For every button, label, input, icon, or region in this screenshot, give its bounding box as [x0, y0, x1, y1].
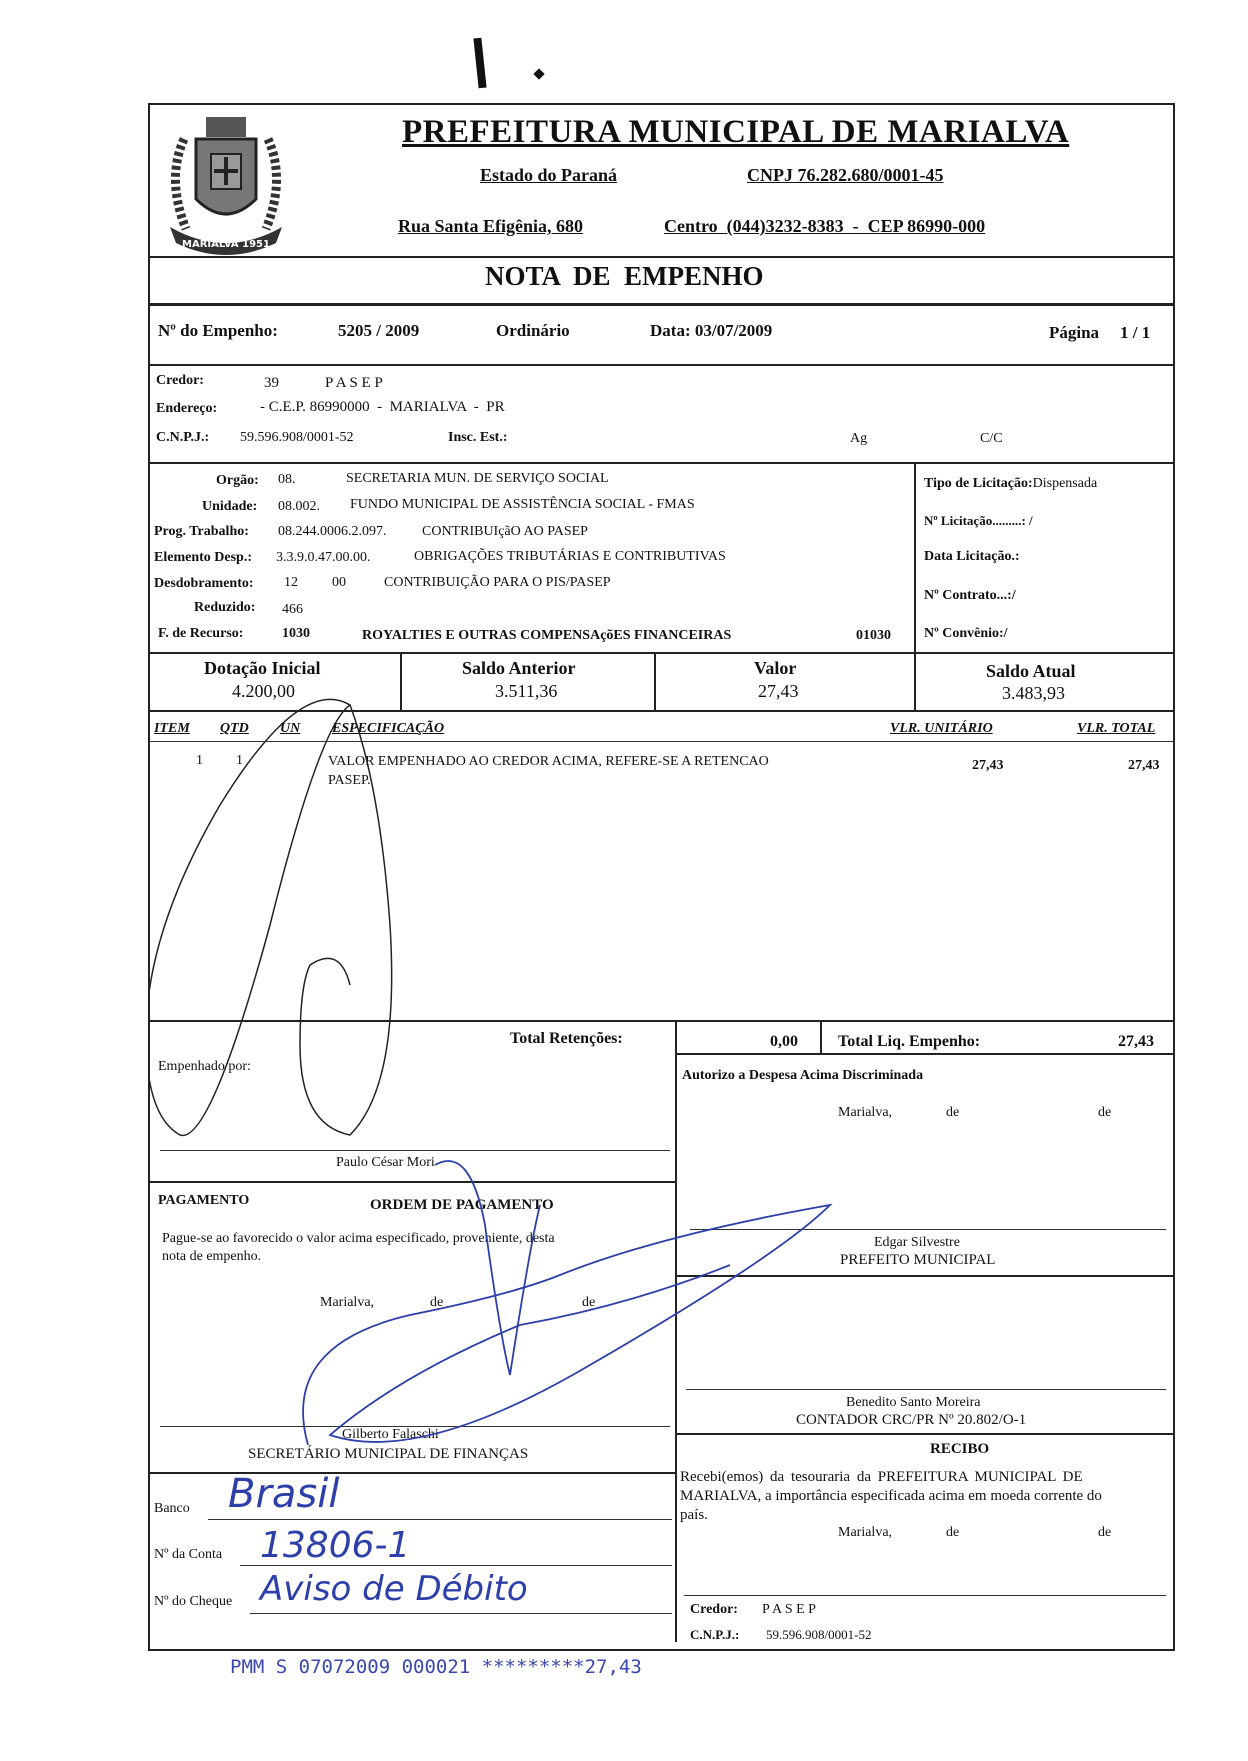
desdobramento-name: CONTRIBUIÇÃO PARA O PIS/PASEP: [384, 575, 611, 590]
contador-name: Benedito Santo Moreira: [846, 1395, 981, 1410]
conta-label: Nº da Conta: [154, 1547, 223, 1562]
saldo-anterior-value: 3.511,36: [495, 681, 558, 701]
header-address-contact: Centro (044)3232-8383 - CEP 86990-000: [664, 216, 986, 236]
orgao-name: SECRETARIA MUN. DE SERVIÇO SOCIAL: [346, 471, 609, 486]
recibo-cnpj-value: 59.596.908/0001-52: [766, 1627, 872, 1642]
cheque-value: Aviso de Débito: [260, 1569, 528, 1609]
pagamento-text-line1: Pague-se ao favorecido o valor acima especificado, proveniente, desta: [162, 1231, 555, 1246]
autorizo-de-1: de: [946, 1105, 960, 1120]
recurso-code: 1030: [282, 626, 310, 641]
header-title: PREFEITURA MUNICIPAL DE MARIALVA: [402, 114, 1070, 150]
insc-est-label: Insc. Est.:: [448, 430, 508, 445]
doc-title: NOTA DE EMPENHO: [485, 261, 764, 291]
item-description-line2: PASEP.: [328, 773, 371, 788]
header-cnpj: CNPJ 76.282.680/0001-45: [747, 165, 944, 185]
dotacao-inicial-value: 4.200,00: [232, 681, 295, 701]
valor-value: 27,43: [758, 681, 799, 701]
secretario-name: Gilberto Falaschi: [342, 1427, 439, 1442]
numero-convenio: Nº Convênio:/: [924, 626, 1008, 641]
nota-empenho-document: [148, 103, 1175, 1651]
page-number: 1 / 1: [1120, 323, 1151, 342]
credor-cnpj: 59.596.908/0001-52: [240, 430, 354, 445]
recibo-label: RECIBO: [930, 1441, 990, 1457]
pagamento-de-2: de: [582, 1295, 596, 1310]
total-liquido-value: 27,43: [1118, 1033, 1154, 1050]
empenho-date: Data: 03/07/2009: [650, 321, 773, 340]
recurso-label: F. de Recurso:: [158, 626, 244, 641]
header-state: Estado do Paraná: [480, 165, 618, 185]
credor-code: 39: [264, 375, 279, 391]
svg-text:MARIALVA 1951: MARIALVA 1951: [182, 239, 270, 250]
prog-trabalho-code: 08.244.0006.2.097.: [278, 524, 387, 539]
col-item: ITEM: [154, 721, 190, 736]
pagamento-text-line2: nota de empenho.: [162, 1249, 262, 1264]
recibo-city: Marialva,: [838, 1525, 893, 1540]
col-especificacao: ESPECIFICAÇÃO: [332, 721, 445, 736]
recibo-credor-name: P A S E P: [762, 1602, 816, 1617]
numero-contrato: Nº Contrato...:/: [924, 588, 1016, 603]
secretario-role: SECRETÁRIO MUNICIPAL DE FINANÇAS: [248, 1446, 529, 1462]
desdobramento-code2: 00: [332, 575, 346, 590]
saldo-atual-label: Saldo Atual: [986, 661, 1076, 681]
banco-label: Banco: [154, 1501, 190, 1516]
prog-trabalho-name: CONTRIBUIçãO AO PASEP: [422, 524, 588, 539]
banco-value: Brasil: [228, 1471, 340, 1517]
orgao-label: Orgão:: [216, 473, 259, 488]
tipo-licitacao: Tipo de Licitação:Dispensada: [924, 476, 1098, 491]
elemento-label: Elemento Desp.:: [154, 550, 252, 565]
recurso-code2: 01030: [856, 628, 891, 643]
elemento-name: OBRIGAÇÕES TRIBUTÁRIAS E CONTRIBUTIVAS: [414, 549, 726, 564]
empenhado-por-label: Empenhado por:: [158, 1059, 251, 1074]
credor-address: - C.E.P. 86990000 - MARIALVA - PR: [260, 399, 505, 415]
recibo-de-2: de: [1098, 1525, 1112, 1540]
payment-stamp: PMM S 07072009 000021 *********27,43: [230, 1656, 642, 1678]
total-liquido-label: Total Liq. Empenho:: [838, 1033, 981, 1050]
total-retencoes-value: 0,00: [770, 1033, 798, 1050]
col-qtd: QTD: [220, 721, 249, 736]
autorizo-de-2: de: [1098, 1105, 1112, 1120]
item-qtd: 1: [236, 753, 243, 768]
conta-value: 13806-1: [260, 1525, 411, 1566]
recibo-text-line1: Recebi(emos) da tesouraria da PREFEITURA MUNICIPAL DE: [680, 1469, 1083, 1485]
empenho-type: Ordinário: [496, 321, 570, 340]
unidade-code: 08.002.: [278, 499, 320, 514]
scan-mark: [473, 38, 486, 89]
unidade-name: FUNDO MUNICIPAL DE ASSISTÊNCIA SOCIAL - FMAS: [350, 497, 695, 512]
col-vlr-unitario: VLR. UNITÁRIO: [890, 721, 993, 736]
scan-mark-small: [533, 68, 544, 79]
prog-trabalho-label: Prog. Trabalho:: [154, 524, 249, 539]
saldo-atual-value: 3.483,93: [1002, 683, 1065, 703]
total-retencoes-label: Total Retenções:: [510, 1030, 623, 1047]
cheque-label: Nº do Cheque: [154, 1594, 233, 1609]
recibo-cnpj-label: C.N.P.J.:: [690, 1627, 740, 1642]
dotacao-inicial-label: Dotação Inicial: [204, 658, 321, 678]
credor-label: Credor:: [156, 373, 204, 388]
address-label: Endereço:: [156, 401, 218, 416]
cc-label: C/C: [980, 431, 1003, 446]
elemento-code: 3.3.9.0.47.00.00.: [276, 550, 371, 565]
empenhado-por-name: Paulo César Mori: [336, 1155, 435, 1170]
valor-label: Valor: [754, 658, 797, 678]
desdobramento-label: Desdobramento:: [154, 576, 254, 591]
autorizo-city: Marialva,: [838, 1105, 893, 1120]
ag-label: Ag: [850, 431, 868, 446]
empenho-number-label: Nº do Empenho:: [158, 321, 278, 340]
unidade-label: Unidade:: [202, 499, 258, 514]
prefeito-role: PREFEITO MUNICIPAL: [840, 1252, 996, 1268]
col-un: UN: [280, 721, 301, 736]
recibo-text-line3: país.: [680, 1507, 708, 1523]
desdobramento-code1: 12: [284, 575, 298, 590]
item-description-line1: VALOR EMPENHADO AO CREDOR ACIMA, REFERE-SE A RETENCAO: [328, 754, 769, 769]
item-unit-value: 27,43: [972, 758, 1004, 773]
page-label: Página: [1049, 323, 1100, 342]
recibo-de-1: de: [946, 1525, 960, 1540]
coat-of-arms-logo: [156, 109, 296, 259]
item-total-value: 27,43: [1128, 758, 1160, 773]
prefeito-name: Edgar Silvestre: [874, 1235, 960, 1250]
pagamento-label: PAGAMENTO: [158, 1193, 250, 1208]
header-address: Rua Santa Efigênia, 680: [398, 216, 584, 236]
empenho-number: 5205 / 2009: [338, 321, 420, 340]
reduzido-label: Reduzido:: [194, 600, 256, 615]
contador-role: CONTADOR CRC/PR Nº 20.802/O-1: [796, 1412, 1027, 1428]
data-licitacao: Data Licitação.:: [924, 549, 1020, 564]
item-number: 1: [196, 753, 203, 768]
saldo-anterior-label: Saldo Anterior: [462, 658, 576, 678]
signature-gilberto: [300, 1145, 840, 1485]
pagamento-city: Marialva,: [320, 1295, 375, 1310]
col-vlr-total: VLR. TOTAL: [1077, 721, 1156, 736]
ordem-pagamento-label: ORDEM DE PAGAMENTO: [370, 1197, 554, 1213]
recibo-text-line2: MARIALVA, a importância especificada acima em moeda corrente do: [680, 1488, 1102, 1504]
credor-name: P A S E P: [325, 375, 383, 391]
recurso-name: ROYALTIES E OUTRAS COMPENSAçõES FINANCEIRAS: [362, 628, 732, 643]
numero-licitacao: Nº Licitação.........: /: [924, 513, 1033, 528]
cnpj-label: C.N.P.J.:: [156, 430, 210, 445]
recibo-credor-label: Credor:: [690, 1602, 738, 1617]
autorizo-label: Autorizo a Despesa Acima Discriminada: [682, 1068, 924, 1083]
orgao-code: 08.: [278, 472, 296, 487]
pagamento-de-1: de: [430, 1295, 444, 1310]
reduzido-code: 466: [282, 602, 303, 617]
